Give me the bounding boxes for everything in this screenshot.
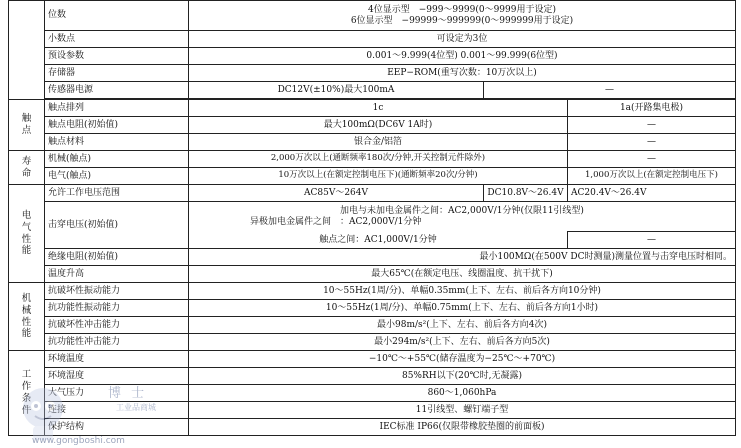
group-char: 触 (21, 113, 32, 125)
row-vib-function (9, 300, 736, 317)
row-value: DC12V(±10%)最大100mA (189, 82, 484, 99)
row-value-2: — (568, 232, 736, 249)
row-decimal (9, 31, 736, 48)
row-label: 触点排列 (45, 100, 189, 117)
row-life-mechanical (9, 151, 736, 168)
breakdown-line-2: 异极加电金属件之间 ：AC2,000V/1分钟 (250, 216, 422, 227)
group-label-electrical (9, 185, 45, 283)
group-label-general (9, 1, 45, 100)
row-value: 最大65℃(在额定电压、线圈温度、抗干扰下) (189, 266, 736, 283)
row-label: 允许工作电压范围 (45, 185, 189, 202)
row-value: 85%RH以下(20℃时,无凝露) (189, 368, 736, 385)
row-label: 触点电阻(初始值) (45, 117, 189, 134)
digits-6: 6位显示型 −99999～999999(0～999999用于设定) (350, 15, 574, 26)
group-char: 寿 (21, 155, 32, 167)
row-value: 860～1,060hPa (189, 385, 736, 402)
row-memory (9, 65, 736, 82)
row-value-2: 1,000万次以上(在额定控制电压下) (568, 168, 736, 185)
row-voltage-range (9, 185, 736, 202)
row-temp-rise (9, 266, 736, 283)
row-value-2: 1a(开路集电极) (568, 100, 736, 117)
row-value-2: — (568, 151, 736, 168)
row-value: 最小100MΩ(在500V DC时测量)测量位置与击穿电压时相同。 (189, 249, 736, 266)
watermark-url: www.gongboshi.com (32, 436, 125, 446)
row-label: 大气压力 (45, 385, 189, 402)
group-char: 工 (21, 369, 32, 381)
row-sensor-power (9, 82, 736, 99)
group-char: 能 (21, 328, 32, 340)
row-value: −10℃～+55℃(储存温度为−25℃～+70℃) (189, 351, 736, 368)
row-value (189, 202, 736, 232)
group-label-working (9, 351, 45, 436)
row-value: 0.001～9.999(4位型) 0.001～99.999(6位型) (189, 48, 736, 65)
watermark-brand: 博 士 (108, 386, 148, 401)
row-label: 连接 (45, 402, 189, 419)
row-label: 传感器电源 (45, 82, 189, 99)
row-label: 机械(触点) (45, 151, 189, 168)
row-value: 最小98m/s²(上下、左右、前后各方向4次) (189, 317, 736, 334)
row-value: 2,000万次以上(通断频率180次/分钟,开关控制元件除外) (189, 151, 568, 168)
row-label: 存储器 (45, 65, 189, 82)
row-label: 温度升高 (45, 266, 189, 283)
row-contact-arrangement (9, 100, 736, 117)
breakdown-line-3: 触点之间：AC1,000V/1分钟 (189, 232, 568, 249)
row-digits (9, 1, 736, 31)
group-char: 条 (21, 393, 32, 404)
group-char: 件 (21, 404, 32, 416)
row-value: 10～55Hz(1周/分)、单幅0.75mm(上下、左右、前后各方向1小时) (189, 300, 736, 317)
group-char: 械 (21, 304, 32, 316)
spec-table (8, 0, 736, 436)
row-pressure (9, 385, 736, 402)
group-char: 点 (21, 125, 32, 136)
row-label: 环境温度 (45, 351, 189, 368)
row-value-2: DC10.8V～26.4V (484, 185, 568, 202)
group-char: 性 (21, 233, 32, 245)
row-label: 绝缘电阻(初始值) (45, 249, 189, 266)
row-value: 可设定为3位 (189, 31, 736, 48)
row-contact-resistance (9, 117, 736, 134)
group-char: 能 (21, 245, 32, 257)
row-insulation (9, 249, 736, 266)
row-breakdown (9, 202, 736, 232)
row-value: 10～55Hz(1周/分)、单幅0.35mm(上下、左右、前后各方向10分钟) (189, 283, 736, 300)
row-label: 电气(触点) (45, 168, 189, 185)
group-char: 机 (21, 292, 32, 304)
row-connection (9, 402, 736, 419)
row-value-2: — (484, 82, 736, 99)
group-label-life (9, 151, 45, 185)
group-label-mechanical (9, 283, 45, 351)
row-value-2: — (568, 117, 736, 134)
breakdown-line-1: 加电与未加电金属件之间：AC2,000V/1分钟(仅限11引线型) (340, 206, 584, 217)
row-label: 预设参数 (45, 48, 189, 65)
row-value: 10万次以上(在额定控制电压下)(通断频率20次/分钟) (189, 168, 568, 185)
row-contact-material (9, 134, 736, 151)
row-ambient-humidity (9, 368, 736, 385)
row-ambient-temp (9, 351, 736, 368)
row-label: 触点材料 (45, 134, 189, 151)
row-protection (9, 419, 736, 436)
group-char: 电 (21, 209, 32, 221)
row-vib-destruct (9, 283, 736, 300)
row-label: 抗破坏性振动能力 (45, 283, 189, 300)
row-label: 位数 (45, 1, 189, 31)
group-char: 命 (21, 167, 32, 179)
row-value-3: AC20.4V～26.4V (568, 185, 736, 202)
row-value: 1c (189, 100, 568, 117)
row-shock-function (9, 334, 736, 351)
group-label-contact (9, 100, 45, 151)
row-value: 最大100mΩ(DC6V 1A时) (189, 117, 568, 134)
row-value: 最小294m/s²(上下、左右、前后各方向5次) (189, 334, 736, 351)
row-label: 抗破坏性冲击能力 (45, 317, 189, 334)
group-char: 气 (21, 221, 32, 233)
watermark-subtitle: 工业品商城 (116, 403, 156, 412)
row-label: 抗功能性振动能力 (45, 300, 189, 317)
row-label: 抗功能性冲击能力 (45, 334, 189, 351)
row-value: IEC标准 IP66(仅限带橡胶垫圈的前面板) (189, 419, 736, 436)
row-value: 银合金/铝箔 (189, 134, 568, 151)
row-label: 保护结构 (45, 419, 189, 436)
row-label: 环境湿度 (45, 368, 189, 385)
row-value: EEP−ROM(重写次数：10万次以上) (189, 65, 736, 82)
row-label: 小数点 (45, 31, 189, 48)
digits-4: 4位显示型 −999～9999(0～9999用于设定) (367, 5, 556, 16)
row-value: AC85V～264V (189, 185, 484, 202)
group-char: 性 (21, 316, 32, 328)
group-char: 作 (21, 381, 32, 393)
row-life-electrical (9, 168, 736, 185)
row-label: 击穿电压(初始值) (45, 202, 189, 249)
row-value-2: — (568, 134, 736, 151)
row-value (189, 1, 736, 31)
row-preset (9, 48, 736, 65)
row-shock-destruct (9, 317, 736, 334)
row-value: 11引线型、螺钉端子型 (189, 402, 736, 419)
